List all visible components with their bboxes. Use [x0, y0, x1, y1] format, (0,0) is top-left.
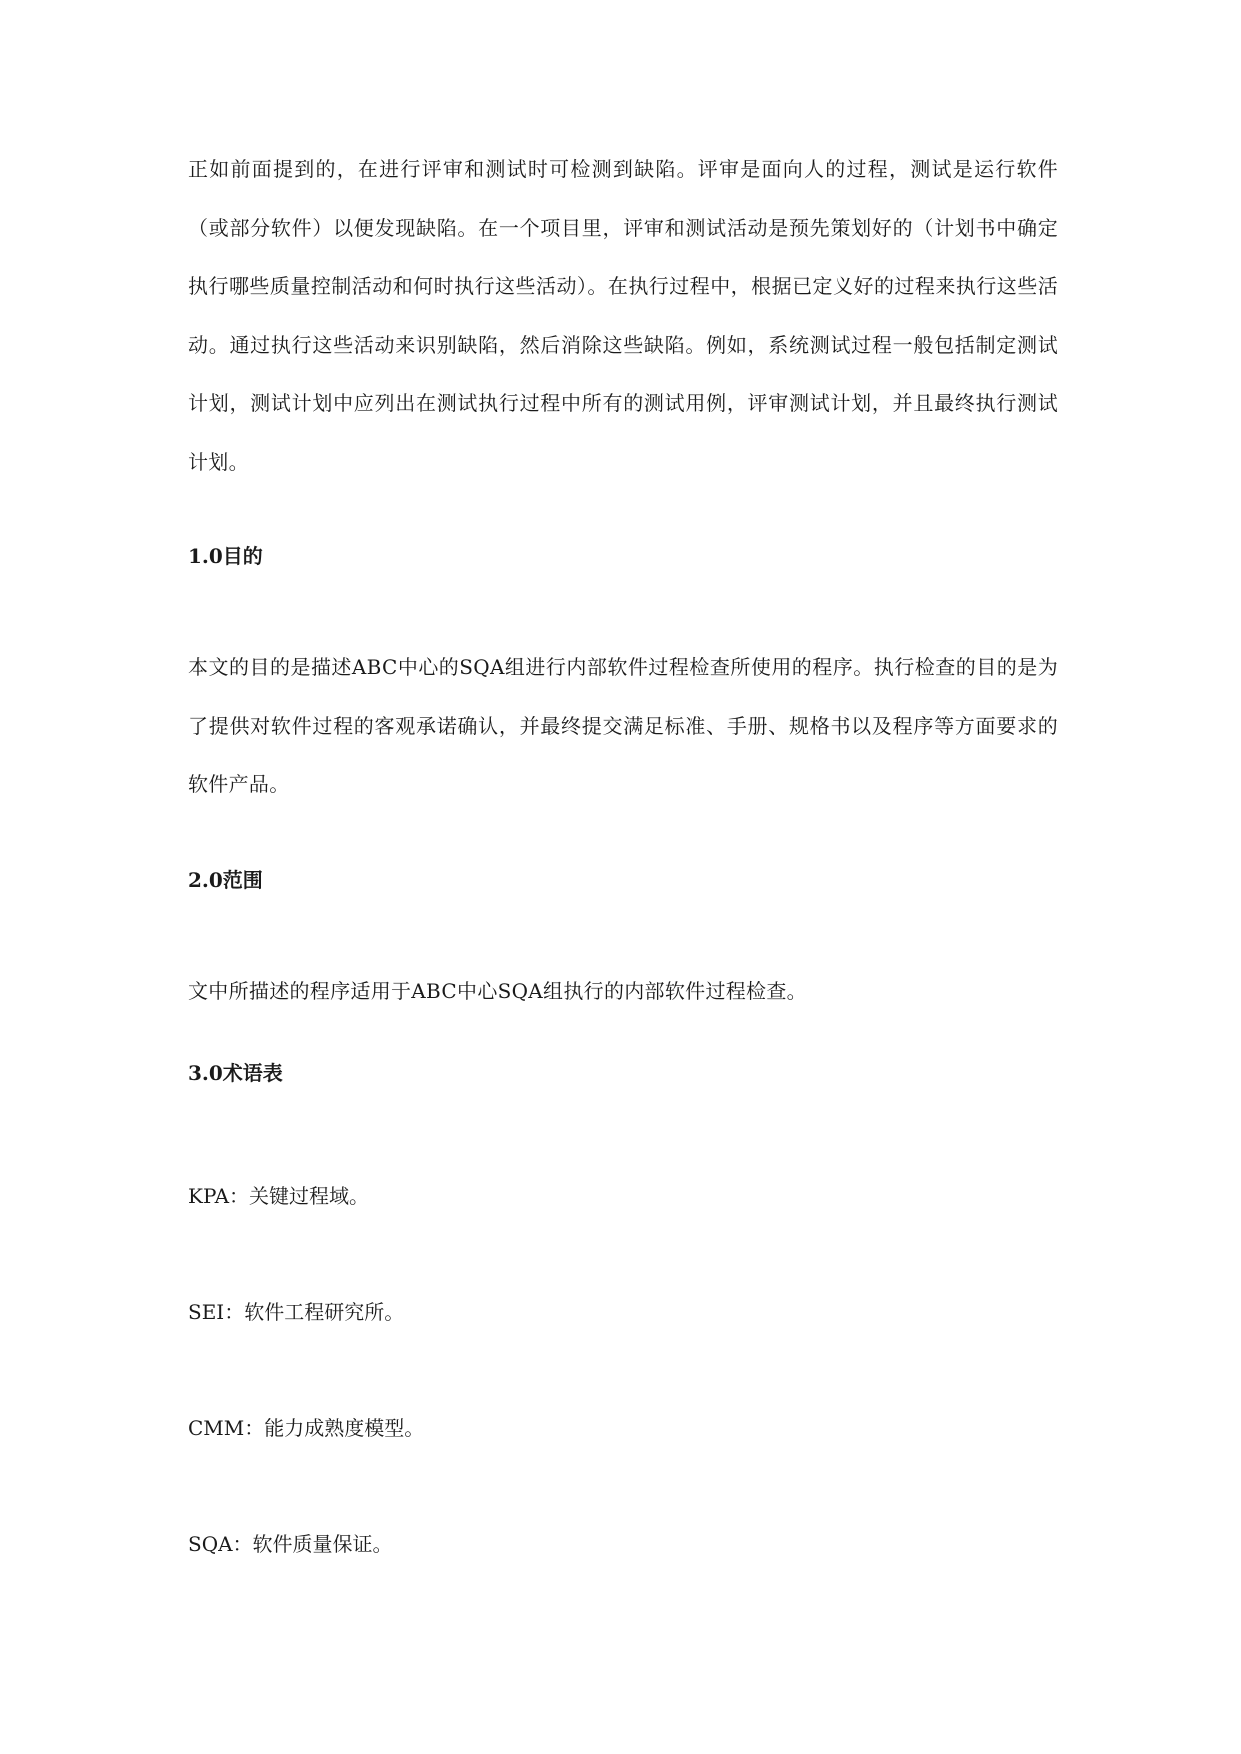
- glossary-term-kpa: KPA：关键过程域。: [188, 1184, 370, 1208]
- glossary-term-cmm: CMM：能力成熟度模型。: [188, 1416, 425, 1440]
- section-heading-scope: 2.0范围: [188, 868, 263, 892]
- glossary-term-sei: SEI：软件工程研究所。: [188, 1300, 405, 1324]
- section-heading-glossary: 3.0术语表: [188, 1061, 283, 1085]
- scope-paragraph: 文中所描述的程序适用于ABC中心SQA组执行的内部软件过程检查。: [188, 979, 807, 1003]
- intro-paragraph: 正如前面提到的，在进行评审和测试时可检测到缺陷。评审是面向人的过程，测试是运行软件（或部分软件）以便发现缺陷。在一个项目里，评审和测试活动是预先策划好的（计划书中确定执行哪些质量控制活动和何时执行这些活动）。在执行过程中，根据已定义好的过程来执行这些活动。通过执行这些活动来识别缺陷，然后消除这些缺陷。例如，系统测试过程一般包括制定测试计划，测试计划中应列出在测试执行过程中所有的测试用例，评审测试计划，并且最终执行测试计划。: [188, 157, 1058, 474]
- purpose-paragraph: 本文的目的是描述ABC中心的SQA组进行内部软件过程检查所使用的程序。执行检查的目的是为了提供对软件过程的客观承诺确认，并最终提交满足标准、手册、规格书以及程序等方面要求的软件产品。: [188, 655, 1058, 796]
- section-heading-purpose: 1.0目的: [188, 544, 263, 568]
- glossary-term-sqa: SQA：软件质量保证。: [188, 1532, 393, 1556]
